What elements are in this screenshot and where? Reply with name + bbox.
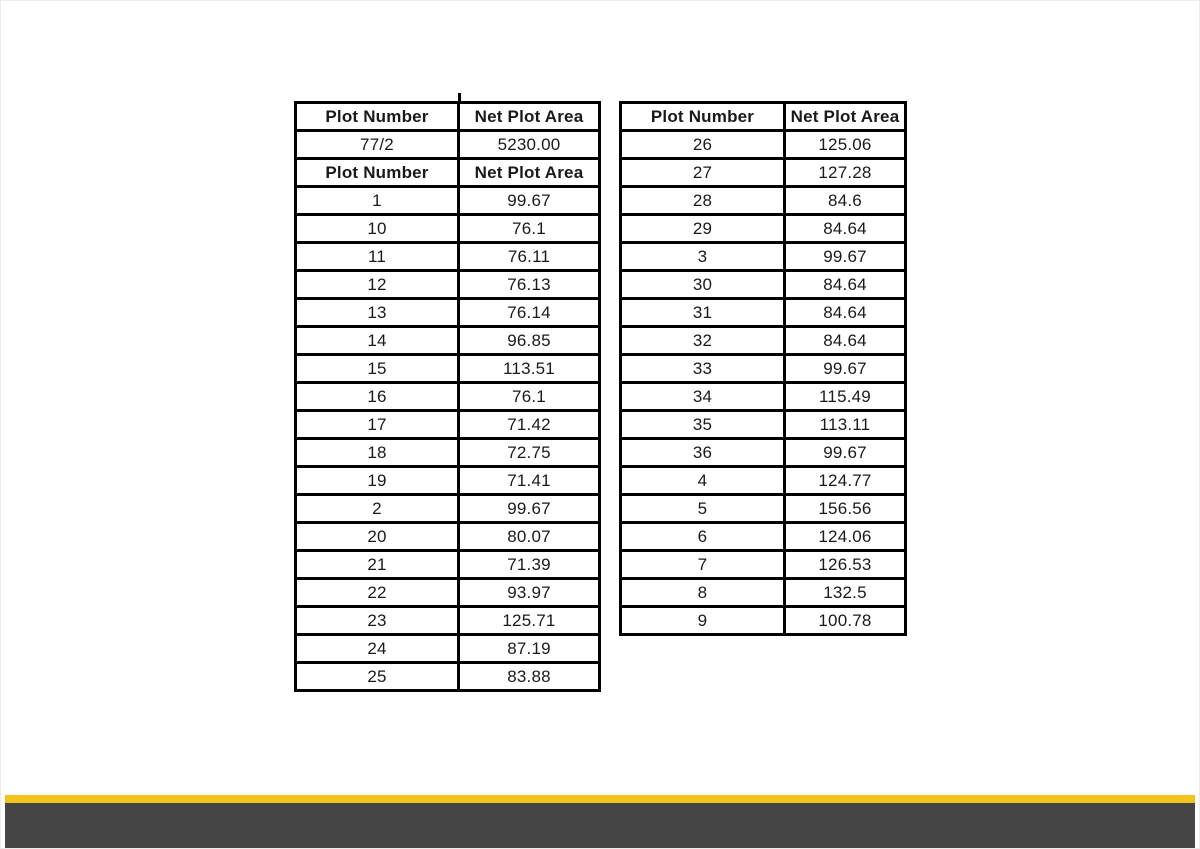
net-plot-area-cell: 113.51 <box>459 355 600 383</box>
net-plot-area-cell: 126.53 <box>785 551 906 579</box>
table-row <box>621 551 906 579</box>
net-plot-area-cell: 125.06 <box>785 131 906 159</box>
net-plot-area-header: Net Plot Area <box>459 159 600 187</box>
plot-number-cell: 19 <box>296 467 459 495</box>
plot-number-cell: 30 <box>621 271 785 299</box>
plot-number-cell: 28 <box>621 187 785 215</box>
table-row <box>296 271 600 299</box>
plot-number-cell: 9 <box>621 607 785 635</box>
table-row <box>296 131 600 159</box>
plot-number-cell: 27 <box>621 159 785 187</box>
plot-number-cell: 18 <box>296 439 459 467</box>
plot-number-cell: 16 <box>296 383 459 411</box>
plot-number-cell: 34 <box>621 383 785 411</box>
net-plot-area-cell: 113.11 <box>785 411 906 439</box>
table-row <box>621 159 906 187</box>
net-plot-area-cell: 84.64 <box>785 299 906 327</box>
plot-number-cell: 7 <box>621 551 785 579</box>
net-plot-area-cell: 76.11 <box>459 243 600 271</box>
table-row <box>621 579 906 607</box>
plot-number-cell: 14 <box>296 327 459 355</box>
table-row <box>296 607 600 635</box>
plot-number-cell: 4 <box>621 467 785 495</box>
net-plot-area-cell: 84.64 <box>785 271 906 299</box>
net-plot-area-cell: 99.67 <box>459 495 600 523</box>
table-row <box>296 411 600 439</box>
net-plot-area-cell: 76.14 <box>459 299 600 327</box>
net-plot-area-cell: 87.19 <box>459 635 600 663</box>
net-plot-area-header: Net Plot Area <box>785 103 906 131</box>
table-row <box>621 355 906 383</box>
plot-number-header: Plot Number <box>296 103 459 131</box>
table-row <box>621 327 906 355</box>
plot-area-table-right <box>619 101 907 636</box>
header-row <box>296 103 600 131</box>
plot-number-cell: 35 <box>621 411 785 439</box>
plot-number-cell: 36 <box>621 439 785 467</box>
net-plot-area-cell: 71.42 <box>459 411 600 439</box>
net-plot-area-cell: 76.1 <box>459 215 600 243</box>
table-row <box>621 271 906 299</box>
plot-number-cell: 23 <box>296 607 459 635</box>
table-row <box>296 439 600 467</box>
plot-number-cell: 5 <box>621 495 785 523</box>
plot-number-cell: 13 <box>296 299 459 327</box>
plot-number-cell: 2 <box>296 495 459 523</box>
header-row <box>621 103 906 131</box>
plot-number-cell: 77/2 <box>296 131 459 159</box>
net-plot-area-cell: 115.49 <box>785 383 906 411</box>
table-row <box>296 327 600 355</box>
net-plot-area-cell: 72.75 <box>459 439 600 467</box>
net-plot-area-cell: 156.56 <box>785 495 906 523</box>
net-plot-area-cell: 99.67 <box>785 355 906 383</box>
table-row <box>296 187 600 215</box>
plot-number-cell: 33 <box>621 355 785 383</box>
plot-number-cell: 12 <box>296 271 459 299</box>
net-plot-area-cell: 5230.00 <box>459 131 600 159</box>
net-plot-area-cell: 96.85 <box>459 327 600 355</box>
net-plot-area-cell: 71.41 <box>459 467 600 495</box>
table-row <box>621 243 906 271</box>
table-row <box>296 579 600 607</box>
net-plot-area-cell: 76.13 <box>459 271 600 299</box>
net-plot-area-cell: 76.1 <box>459 383 600 411</box>
net-plot-area-cell: 127.28 <box>785 159 906 187</box>
net-plot-area-cell: 84.64 <box>785 327 906 355</box>
table-row <box>621 215 906 243</box>
plot-number-cell: 20 <box>296 523 459 551</box>
plot-number-cell: 21 <box>296 551 459 579</box>
plot-number-header: Plot Number <box>621 103 785 131</box>
table-row <box>296 635 600 663</box>
plot-number-cell: 24 <box>296 635 459 663</box>
table-row <box>296 215 600 243</box>
plot-number-cell: 6 <box>621 523 785 551</box>
net-plot-area-cell: 99.67 <box>785 439 906 467</box>
table-row <box>296 355 600 383</box>
net-plot-area-header: Net Plot Area <box>459 103 600 131</box>
plot-number-cell: 29 <box>621 215 785 243</box>
table-row <box>296 383 600 411</box>
table-row <box>296 663 600 691</box>
net-plot-area-cell: 124.06 <box>785 523 906 551</box>
plot-number-cell: 10 <box>296 215 459 243</box>
table-row <box>621 523 906 551</box>
plot-number-cell: 3 <box>621 243 785 271</box>
net-plot-area-cell: 71.39 <box>459 551 600 579</box>
net-plot-area-cell: 99.67 <box>459 187 600 215</box>
table-divider-stub <box>458 93 461 104</box>
net-plot-area-cell: 83.88 <box>459 663 600 691</box>
table-row <box>621 299 906 327</box>
net-plot-area-cell: 125.71 <box>459 607 600 635</box>
table-row <box>621 439 906 467</box>
plot-number-cell: 25 <box>296 663 459 691</box>
table-row <box>296 523 600 551</box>
table-row <box>621 467 906 495</box>
plot-number-cell: 17 <box>296 411 459 439</box>
table-row <box>296 243 600 271</box>
net-plot-area-cell: 132.5 <box>785 579 906 607</box>
table-row <box>296 551 600 579</box>
table-row <box>296 467 600 495</box>
table-row <box>296 299 600 327</box>
net-plot-area-cell: 84.64 <box>785 215 906 243</box>
footer-bar <box>5 803 1195 848</box>
plot-number-cell: 22 <box>296 579 459 607</box>
plot-number-cell: 31 <box>621 299 785 327</box>
table-row <box>621 131 906 159</box>
plot-area-table-left <box>294 101 601 692</box>
table-row <box>621 411 906 439</box>
plot-number-cell: 32 <box>621 327 785 355</box>
net-plot-area-cell: 84.6 <box>785 187 906 215</box>
net-plot-area-cell: 99.67 <box>785 243 906 271</box>
table-row <box>621 607 906 635</box>
net-plot-area-cell: 80.07 <box>459 523 600 551</box>
plot-number-cell: 11 <box>296 243 459 271</box>
plot-number-cell: 26 <box>621 131 785 159</box>
net-plot-area-cell: 124.77 <box>785 467 906 495</box>
plot-number-header: Plot Number <box>296 159 459 187</box>
plot-number-cell: 15 <box>296 355 459 383</box>
plot-number-cell: 8 <box>621 579 785 607</box>
table-row <box>621 383 906 411</box>
net-plot-area-cell: 100.78 <box>785 607 906 635</box>
table-row <box>296 495 600 523</box>
footer-accent-stripe <box>5 795 1195 803</box>
table-row <box>621 495 906 523</box>
net-plot-area-cell: 93.97 <box>459 579 600 607</box>
header-row <box>296 159 600 187</box>
plot-number-cell: 1 <box>296 187 459 215</box>
table-row <box>621 187 906 215</box>
